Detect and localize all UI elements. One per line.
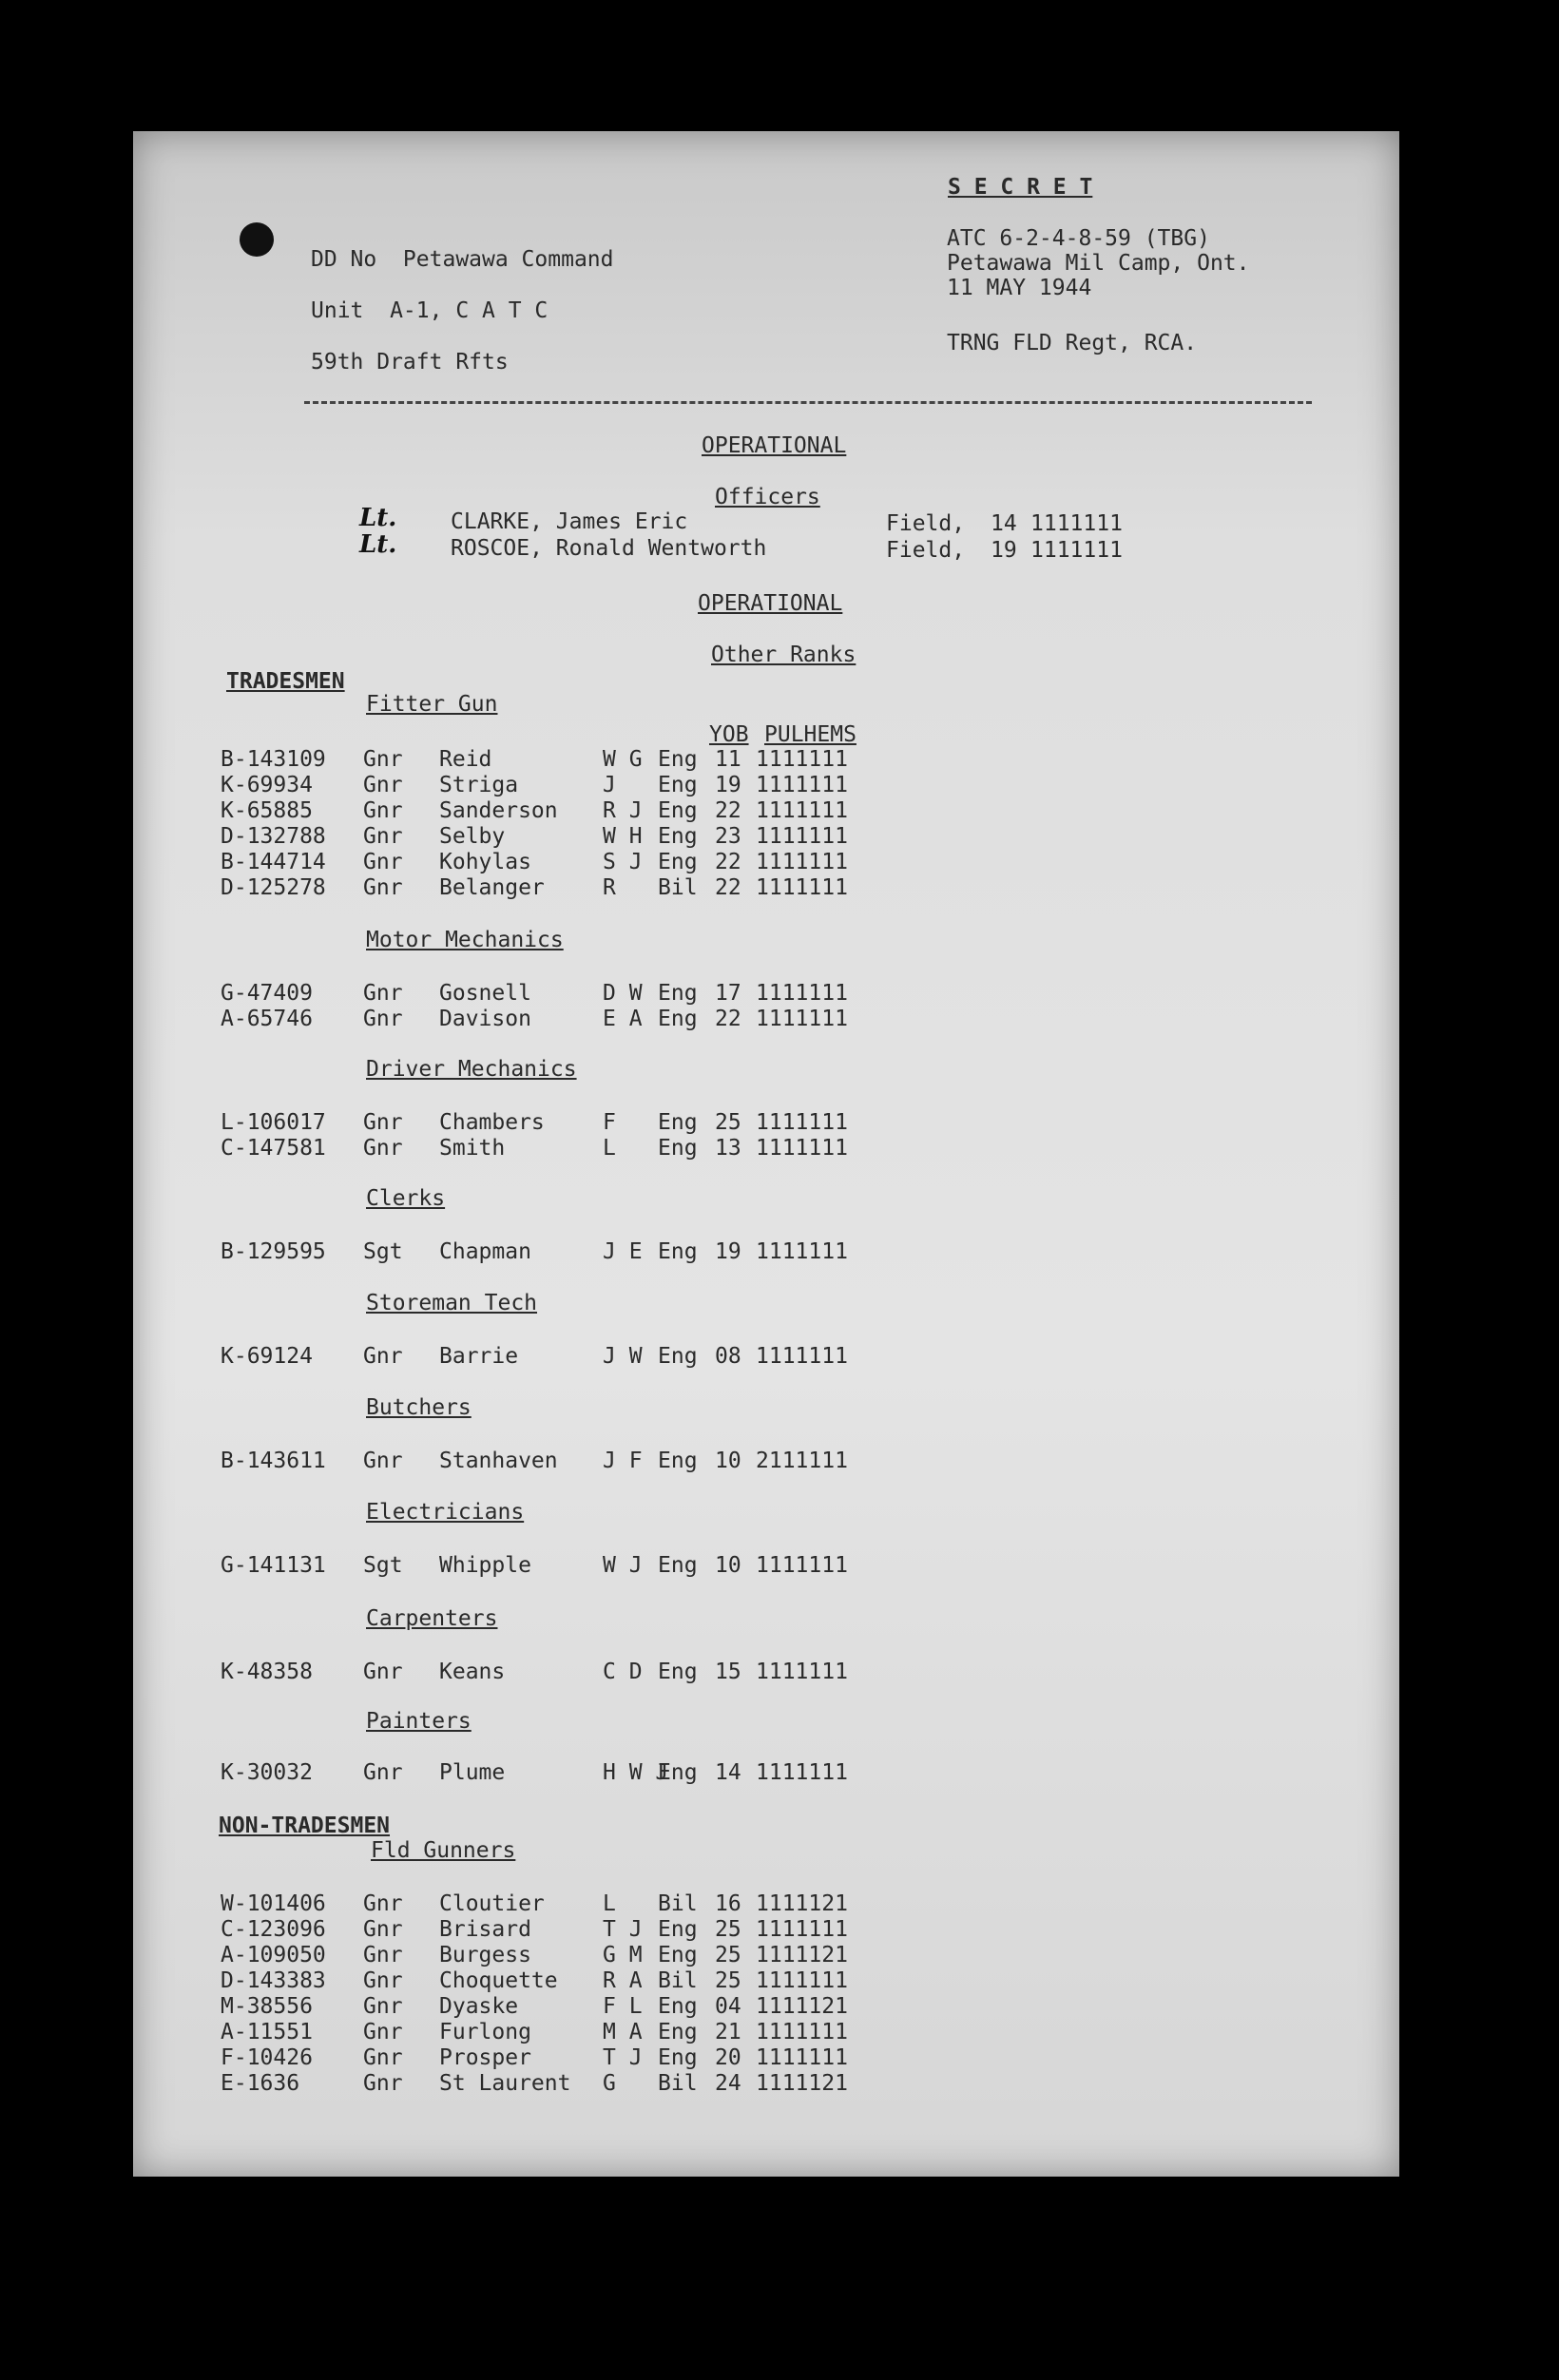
initials: W J — [603, 1553, 643, 1578]
surname: Chapman — [439, 1239, 531, 1264]
yob: 08 — [715, 1344, 741, 1369]
rank: Gnr — [363, 2071, 403, 2096]
table-row — [133, 1344, 1084, 1369]
trade-heading: Electricians — [366, 1500, 525, 1525]
initials: H W J — [603, 1760, 669, 1785]
table-row — [133, 1110, 1084, 1135]
table-row — [133, 981, 1084, 1006]
yob: 17 — [715, 981, 741, 1006]
pulhems: 1111111 — [756, 1968, 848, 1993]
rank: Gnr — [363, 747, 403, 772]
surname: Davison — [439, 1007, 531, 1031]
rank: Gnr — [363, 1344, 403, 1369]
surname: Cloutier — [439, 1891, 545, 1916]
pulhems-column-header: PULHEMS — [764, 722, 856, 747]
initials: G M — [603, 1943, 643, 1967]
yob: 22 — [715, 850, 741, 874]
rank: Gnr — [363, 824, 403, 849]
table-row — [133, 1136, 1084, 1161]
service-number: A-65746 — [221, 1007, 313, 1031]
handwritten-rank: Lt. — [359, 504, 397, 532]
pulhems: 1111111 — [756, 1344, 848, 1369]
service-number: C-147581 — [221, 1136, 326, 1161]
service-number: M-38556 — [221, 1994, 313, 2019]
initials: L — [603, 1891, 616, 1916]
secret-classification: S E C R E T — [948, 175, 1093, 200]
pulhems: 1111121 — [756, 1994, 848, 2019]
service-number: G-47409 — [221, 981, 313, 1006]
service-number: D-125278 — [221, 875, 326, 900]
rank: Gnr — [363, 1136, 403, 1161]
surname: Plume — [439, 1760, 506, 1785]
nationality: Eng — [658, 1943, 698, 1967]
initials: C D — [603, 1660, 643, 1684]
surname: St Laurent — [439, 2071, 571, 2096]
service-number: W-101406 — [221, 1891, 326, 1916]
nationality: Eng — [658, 1760, 698, 1785]
service-number: D-132788 — [221, 824, 326, 849]
yob: 15 — [715, 1660, 741, 1684]
nationality: Eng — [658, 850, 698, 874]
service-number: K-69934 — [221, 773, 313, 797]
initials: S J — [603, 850, 643, 874]
table-row — [133, 2045, 1084, 2070]
nationality: Eng — [658, 1136, 698, 1161]
rank: Gnr — [363, 773, 403, 797]
initials: R J — [603, 798, 643, 823]
initials: W H — [603, 824, 643, 849]
rank: Gnr — [363, 1449, 403, 1473]
initials: T J — [603, 2045, 643, 2070]
yob: 21 — [715, 2020, 741, 2044]
table-row — [133, 1760, 1084, 1785]
initials: G — [603, 2071, 616, 2096]
pulhems: 1111111 — [756, 981, 848, 1006]
pulhems: 1111111 — [756, 1136, 848, 1161]
nationality: Bil — [658, 2071, 698, 2096]
yob: 19 — [715, 1239, 741, 1264]
trade-heading: Driver Mechanics — [366, 1057, 577, 1082]
surname: Reid — [439, 747, 492, 772]
initials: J — [603, 773, 616, 797]
non-tradesmen-label: NON-TRADESMEN — [219, 1814, 391, 1838]
nationality: Eng — [658, 1994, 698, 2019]
initials: J W — [603, 1344, 643, 1369]
initials: E A — [603, 1007, 643, 1031]
service-number: B-144714 — [221, 850, 326, 874]
yob: 22 — [715, 798, 741, 823]
nationality: Bil — [658, 1891, 698, 1916]
yob: 25 — [715, 1110, 741, 1135]
table-row — [133, 1994, 1084, 2019]
surname: Selby — [439, 824, 506, 849]
surname: Whipple — [439, 1553, 531, 1578]
service-number: B-129595 — [221, 1239, 326, 1264]
trade-heading: Fitter Gun — [366, 692, 498, 717]
surname: Choquette — [439, 1968, 558, 1993]
rank: Gnr — [363, 1943, 403, 1967]
yob: 14 — [715, 1760, 741, 1785]
rank: Gnr — [363, 1760, 403, 1785]
pulhems: 1111111 — [756, 798, 848, 823]
rank: Sgt — [363, 1239, 403, 1264]
surname: Burgess — [439, 1943, 531, 1967]
surname: Brisard — [439, 1917, 531, 1942]
yob: 19 — [715, 773, 741, 797]
yob: 22 — [715, 875, 741, 900]
nationality: Eng — [658, 747, 698, 772]
pulhems: 2111111 — [756, 1449, 848, 1473]
officer-pulhems: 1111111 — [1030, 511, 1123, 536]
handwritten-rank: Lt. — [359, 530, 397, 559]
pulhems: 1111111 — [756, 773, 848, 797]
other-ranks-subtitle: Other Ranks — [711, 643, 856, 667]
officer-name: CLARKE, James Eric — [451, 509, 688, 534]
unit-line: Unit A-1, C A T C — [311, 298, 549, 323]
pulhems: 1111121 — [756, 1891, 848, 1916]
initials: T J — [603, 1917, 643, 1942]
yob: 16 — [715, 1891, 741, 1916]
service-number: F-10426 — [221, 2045, 313, 2070]
nationality: Eng — [658, 2045, 698, 2070]
nationality: Bil — [658, 1968, 698, 1993]
initials: W G — [603, 747, 643, 772]
table-row — [133, 1553, 1084, 1578]
trade-heading: Butchers — [366, 1395, 472, 1420]
table-row — [133, 875, 1084, 900]
rank: Gnr — [363, 2020, 403, 2044]
rank: Gnr — [363, 1110, 403, 1135]
officer-yob: 14 — [991, 511, 1017, 536]
divider-rule — [304, 401, 1312, 404]
service-number: K-65885 — [221, 798, 313, 823]
pulhems: 1111111 — [756, 1110, 848, 1135]
initials: L — [603, 1136, 616, 1161]
pulhems: 1111111 — [756, 1917, 848, 1942]
surname: Prosper — [439, 2045, 531, 2070]
table-row — [133, 1943, 1084, 1967]
table-row — [133, 773, 1084, 797]
rank: Gnr — [363, 1007, 403, 1031]
pulhems: 1111111 — [756, 1760, 848, 1785]
trade-heading: Motor Mechanics — [366, 928, 564, 952]
pulhems: 1111121 — [756, 1943, 848, 1967]
table-row — [133, 1891, 1084, 1916]
service-number: A-11551 — [221, 2020, 313, 2044]
service-number: D-143383 — [221, 1968, 326, 1993]
other-ranks-section-title: OPERATIONAL — [698, 591, 843, 616]
nationality: Eng — [658, 1917, 698, 1942]
officer-pulhems: 1111111 — [1030, 538, 1123, 563]
table-row — [133, 2071, 1084, 2096]
yob-column-header: YOB — [709, 722, 749, 747]
rank: Gnr — [363, 798, 403, 823]
nationality: Eng — [658, 798, 698, 823]
pulhems: 1111111 — [756, 2045, 848, 2070]
surname: Chambers — [439, 1110, 545, 1135]
surname: Barrie — [439, 1344, 519, 1369]
service-number: C-123096 — [221, 1917, 326, 1942]
nationality: Eng — [658, 1449, 698, 1473]
nationality: Eng — [658, 1110, 698, 1135]
rank: Gnr — [363, 1891, 403, 1916]
rank: Gnr — [363, 1994, 403, 2019]
rank: Gnr — [363, 875, 403, 900]
table-row — [133, 2020, 1084, 2044]
initials: F — [603, 1110, 616, 1135]
rank: Gnr — [363, 850, 403, 874]
draft-line: 59th Draft Rfts — [311, 350, 509, 374]
table-row — [133, 798, 1084, 823]
trade-heading: Storeman Tech — [366, 1291, 538, 1315]
nationality: Eng — [658, 1344, 698, 1369]
pulhems: 1111111 — [756, 824, 848, 849]
nationality: Eng — [658, 1007, 698, 1031]
table-row — [133, 850, 1084, 874]
location-line: Petawawa Mil Camp, Ont. — [947, 251, 1250, 276]
nationality: Eng — [658, 824, 698, 849]
yob: 22 — [715, 1007, 741, 1031]
surname: Belanger — [439, 875, 545, 900]
trade-heading: Painters — [366, 1709, 472, 1734]
pulhems: 1111121 — [756, 2071, 848, 2096]
rank: Gnr — [363, 1968, 403, 1993]
trade-heading: Clerks — [366, 1186, 446, 1211]
regiment-line: TRNG FLD Regt, RCA. — [947, 331, 1198, 355]
pulhems: 1111111 — [756, 2020, 848, 2044]
initials: F L — [603, 1994, 643, 2019]
table-row — [133, 824, 1084, 849]
pulhems: 1111111 — [756, 1239, 848, 1264]
service-number: K-48358 — [221, 1660, 313, 1684]
officer-corps: Field, — [886, 538, 966, 563]
nationality: Eng — [658, 1553, 698, 1578]
officer-name: ROSCOE, Ronald Wentworth — [451, 536, 767, 561]
service-number: A-109050 — [221, 1943, 326, 1967]
fld-gunners-header: Fld Gunners — [371, 1838, 516, 1863]
service-number: B-143109 — [221, 747, 326, 772]
officer-corps: Field, — [886, 511, 966, 536]
surname: Sanderson — [439, 798, 558, 823]
document-page — [133, 131, 1399, 2177]
pulhems: 1111111 — [756, 1007, 848, 1031]
nationality: Bil — [658, 875, 698, 900]
service-number: L-106017 — [221, 1110, 326, 1135]
service-number: K-69124 — [221, 1344, 313, 1369]
officers-subtitle: Officers — [715, 485, 820, 509]
yob: 13 — [715, 1136, 741, 1161]
yob: 25 — [715, 1968, 741, 1993]
yob: 20 — [715, 2045, 741, 2070]
table-row — [133, 1968, 1084, 1993]
surname: Furlong — [439, 2020, 531, 2044]
yob: 10 — [715, 1449, 741, 1473]
surname: Keans — [439, 1660, 506, 1684]
initials: J E — [603, 1239, 643, 1264]
initials: M A — [603, 2020, 643, 2044]
rank: Gnr — [363, 1660, 403, 1684]
pulhems: 1111111 — [756, 1553, 848, 1578]
table-row — [133, 747, 1084, 772]
surname: Stanhaven — [439, 1449, 558, 1473]
rank: Gnr — [363, 1917, 403, 1942]
nationality: Eng — [658, 1660, 698, 1684]
nationality: Eng — [658, 773, 698, 797]
yob: 04 — [715, 1994, 741, 2019]
yob: 25 — [715, 1943, 741, 1967]
rank: Sgt — [363, 1553, 403, 1578]
initials: R A — [603, 1968, 643, 1993]
officers-section-title: OPERATIONAL — [702, 433, 847, 458]
initials: J F — [603, 1449, 643, 1473]
atc-reference: ATC 6-2-4-8-59 (TBG) — [947, 226, 1210, 251]
yob: 23 — [715, 824, 741, 849]
nationality: Eng — [658, 2020, 698, 2044]
officer-yob: 19 — [991, 538, 1017, 563]
trade-heading: Carpenters — [366, 1606, 498, 1631]
dd-number: DD No Petawawa Command — [311, 247, 614, 272]
tradesmen-label: TRADESMEN — [226, 669, 345, 694]
pulhems: 1111111 — [756, 875, 848, 900]
pulhems: 1111111 — [756, 747, 848, 772]
yob: 25 — [715, 1917, 741, 1942]
table-row — [133, 1007, 1084, 1031]
rank: Gnr — [363, 981, 403, 1006]
table-row — [133, 1917, 1084, 1942]
yob: 11 — [715, 747, 741, 772]
table-row — [133, 1449, 1084, 1473]
punch-hole — [240, 222, 274, 257]
yob: 10 — [715, 1553, 741, 1578]
nationality: Eng — [658, 1239, 698, 1264]
initials: R — [603, 875, 616, 900]
service-number: K-30032 — [221, 1760, 313, 1785]
surname: Striga — [439, 773, 519, 797]
date-line: 11 MAY 1944 — [947, 276, 1092, 300]
rank: Gnr — [363, 2045, 403, 2070]
yob: 24 — [715, 2071, 741, 2096]
table-row — [133, 1239, 1084, 1264]
nationality: Eng — [658, 981, 698, 1006]
table-row — [133, 1660, 1084, 1684]
surname: Dyaske — [439, 1994, 519, 2019]
surname: Smith — [439, 1136, 506, 1161]
pulhems: 1111111 — [756, 1660, 848, 1684]
service-number: E-1636 — [221, 2071, 300, 2096]
pulhems: 1111111 — [756, 850, 848, 874]
surname: Kohylas — [439, 850, 531, 874]
service-number: G-141131 — [221, 1553, 326, 1578]
initials: D W — [603, 981, 643, 1006]
service-number: B-143611 — [221, 1449, 326, 1473]
surname: Gosnell — [439, 981, 531, 1006]
